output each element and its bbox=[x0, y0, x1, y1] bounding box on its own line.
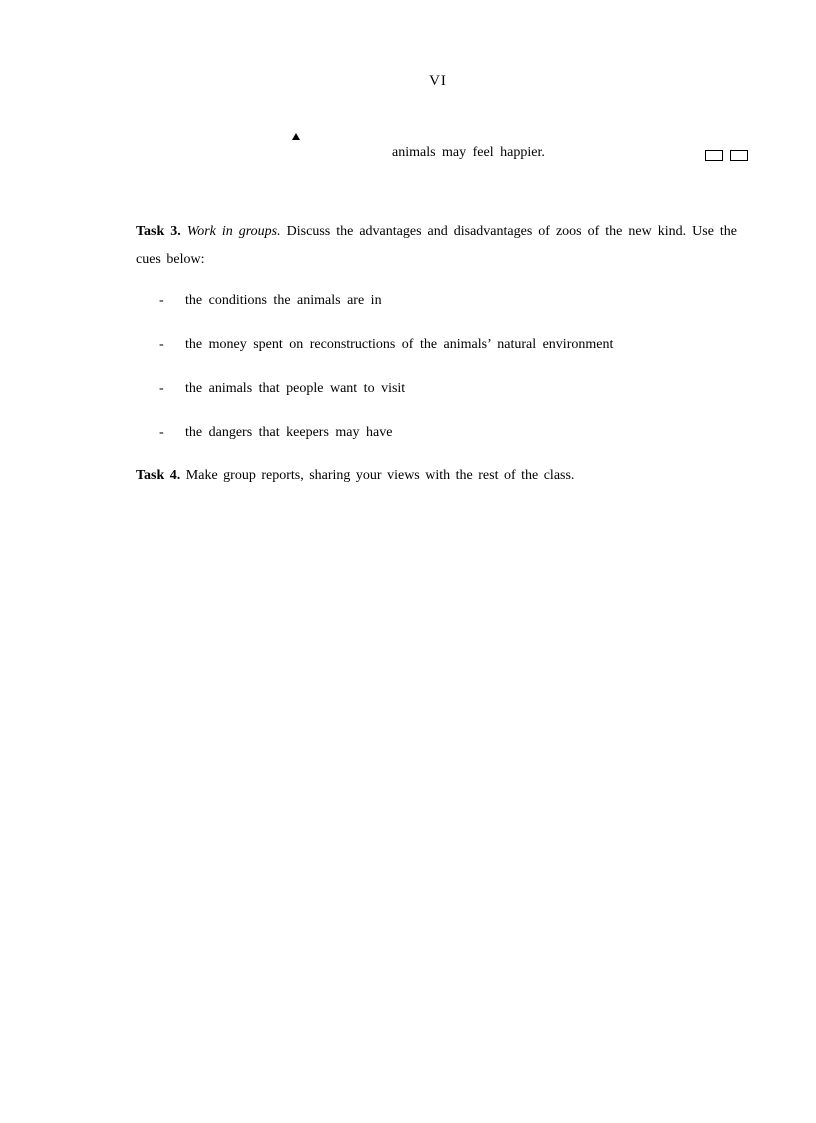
list-bullet: - bbox=[159, 425, 164, 440]
list-item bbox=[159, 334, 613, 378]
task-4-paragraph bbox=[136, 465, 756, 487]
task-3-text: Discuss the advantages and disadvantages of zoos of the new kind. Use the cues below: bbox=[136, 224, 738, 267]
sentence-fragment: animals may feel happier. bbox=[392, 145, 545, 160]
list-item bbox=[159, 378, 613, 422]
empty-box bbox=[705, 150, 723, 161]
list-bullet: - bbox=[159, 337, 164, 352]
cue-text: the animals that people want to visit bbox=[185, 381, 406, 396]
list-bullet: - bbox=[159, 381, 164, 396]
empty-box bbox=[730, 150, 748, 161]
triangle-marker-icon bbox=[292, 133, 300, 140]
task-3-paragraph bbox=[136, 218, 737, 274]
task-4-label: Task 4. bbox=[136, 468, 181, 483]
task-3-instruction: Work in groups. bbox=[186, 224, 281, 239]
cue-list bbox=[159, 290, 613, 466]
list-item bbox=[159, 422, 613, 466]
task-3-label: Task 3. bbox=[136, 224, 181, 239]
task-4-text: Make group reports, sharing your views with the rest of the class. bbox=[185, 468, 575, 483]
cue-text: the dangers that keepers may have bbox=[185, 425, 393, 440]
cue-text: the money spent on reconstructions of the animals’ natural environment bbox=[185, 337, 614, 352]
cue-text: the conditions the animals are in bbox=[185, 293, 382, 308]
list-bullet: - bbox=[159, 293, 164, 308]
page-number: VI bbox=[429, 73, 447, 89]
list-item bbox=[159, 290, 613, 334]
